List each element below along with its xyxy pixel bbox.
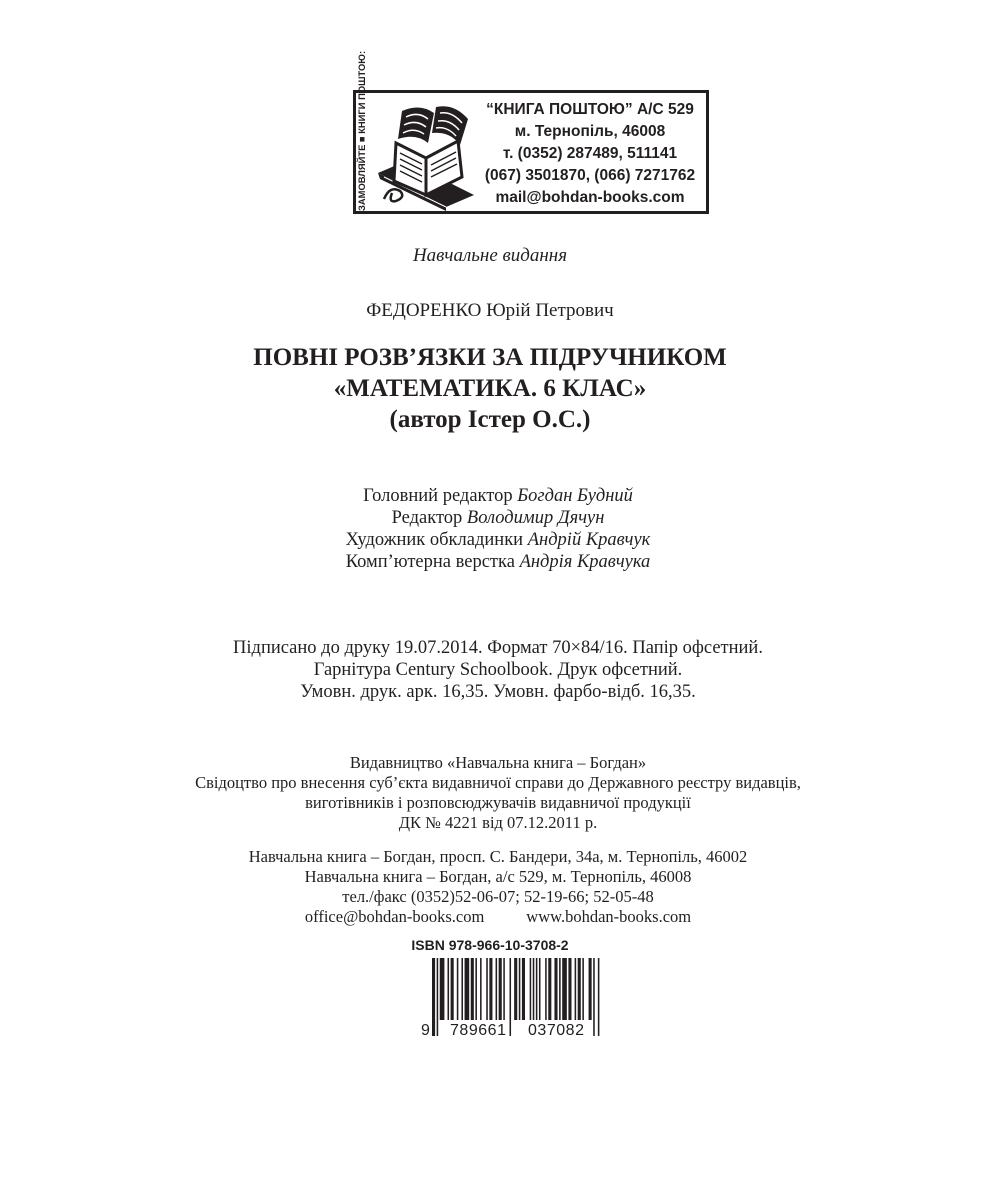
barcode-bar (598, 958, 600, 1036)
book-title (0, 342, 980, 435)
credit-role: Редактор (391, 508, 463, 528)
barcode-bar (451, 958, 454, 1020)
stamp-line: “КНИГА ПОШТОЮ” А/С 529 (486, 101, 694, 118)
barcode-bar (448, 958, 450, 1020)
print-specs (8, 637, 988, 703)
email-address: office@bohdan-books.com (304, 907, 485, 926)
isbn-label: ISBN 978-966-10-3708-2 (411, 937, 569, 953)
publisher-line: Свідоцтво про внесення суб’єкта видавничої справи до Державного реєстру видавців, (195, 773, 801, 792)
barcode-bar (522, 958, 525, 1020)
spec-line: Підписано до друку 19.07.2014. Формат 70×84/16. Папір офсетний. (233, 638, 763, 658)
spec-line: Умовн. друк. арк. 16,35. Умовн. фарбо-відб. 16,35. (300, 682, 696, 702)
publisher-line: виготівників і розповсюджувачів видавничої продукції (305, 793, 691, 812)
credit-person: Богдан Будний (517, 486, 633, 506)
barcode-bar (562, 958, 567, 1020)
credits-block (8, 485, 988, 573)
credit-line (8, 485, 988, 507)
barcode-bar (475, 958, 477, 1020)
barcode-bar (503, 958, 505, 1020)
isbn-barcode (418, 958, 602, 1038)
barcode-bar (548, 958, 551, 1020)
credit-line (8, 529, 988, 551)
barcode-bar (593, 958, 595, 1036)
barcode-bar (461, 958, 463, 1020)
barcode-digits-left: 789661 (450, 1022, 506, 1039)
barcode-digits-right: 037082 (528, 1022, 584, 1039)
barcode-bar (545, 958, 547, 1020)
barcode-bar (440, 958, 445, 1020)
barcode-bar (554, 958, 557, 1020)
credit-person: Андрія Кравчука (519, 552, 651, 572)
address-line: Навчальна книга – Богдан, а/с 529, м. Тернопіль, 46008 (304, 867, 692, 886)
spec-line: Гарнітура Century Schoolbook. Друк офсетний. (313, 660, 683, 680)
barcode-bar (496, 958, 498, 1020)
publisher-line: ДК № 4221 від 07.12.2011 р. (398, 813, 598, 832)
credit-role: Комп’ютерна верстка (345, 552, 515, 572)
title-line: ПОВНІ РОЗВ’ЯЗКИ ЗА ПІДРУЧНИКОМ (253, 344, 727, 371)
web-line (8, 907, 988, 927)
stamp-line: (067) 3501870, (066) 7271762 (484, 167, 696, 184)
barcode-bar (457, 958, 459, 1020)
publisher-line: Видавництво «Навчальна книга – Богдан» (349, 753, 647, 772)
barcode-bar (536, 958, 538, 1020)
barcode-digit-first: 9 (421, 1022, 430, 1039)
barcode-bar (589, 958, 592, 1020)
edition-type: Навчальне видання (412, 245, 568, 266)
barcode-bar (510, 958, 512, 1036)
barcode-bar (533, 958, 535, 1020)
barcode-bar (480, 958, 482, 1020)
barcode-bar (499, 958, 502, 1020)
credit-line (8, 507, 988, 529)
barcode-bar (486, 958, 488, 1020)
credit-person: Андрій Кравчук (527, 530, 651, 550)
barcode-bar (432, 958, 435, 1036)
barcode-bar (582, 958, 584, 1020)
vertical-stamp-text (356, 50, 372, 213)
credit-line (8, 551, 988, 573)
author-name: ФЕДОРЕНКО Юрій Петрович (366, 300, 614, 321)
barcode-bar (514, 958, 517, 1020)
title-line: (автор Істер О.С.) (389, 406, 591, 433)
stamp-contact-lines (474, 99, 706, 209)
barcode-bar (568, 958, 571, 1020)
vertical-stamp-label: ЗАМОВЛЯЙТЕ ■ КНИГИ ПОШТОЮ: (356, 50, 367, 211)
barcode-bar (530, 958, 532, 1020)
credit-role: Головний редактор (363, 486, 513, 506)
barcode-bar (471, 958, 474, 1020)
credit-person: Володимир Дячун (466, 508, 605, 528)
stamp-line: т. (0352) 287489, 511141 (502, 145, 678, 162)
barcode-bar (489, 958, 492, 1020)
barcode-bar (519, 958, 521, 1020)
barcode-bar (539, 958, 541, 1020)
barcode-bar (575, 958, 577, 1020)
barcode-bar (437, 958, 439, 1036)
address-line: Навчальна книга – Богдан, просп. С. Бандери, 34а, м. Тернопіль, 46002 (248, 847, 748, 866)
publisher-info (8, 753, 988, 833)
title-line: «МАТЕМАТИКА. 6 КЛАС» (333, 375, 647, 402)
books-illustration-icon (376, 103, 476, 211)
barcode-bar (578, 958, 581, 1020)
stamp-line: м. Тернопіль, 46008 (514, 123, 666, 140)
website-address: www.bohdan-books.com (526, 907, 692, 926)
credit-role: Художник обкладинки (345, 530, 524, 550)
order-by-mail-stamp (353, 50, 709, 214)
publisher-contacts (8, 847, 988, 927)
stamp-email: mail@bohdan-books.com (495, 189, 685, 206)
barcode-bar (465, 958, 470, 1020)
phones-line: тел./факс (0352)52-06-07; 52-19-66; 52-05-48 (342, 887, 654, 906)
barcode-bar (559, 958, 561, 1020)
